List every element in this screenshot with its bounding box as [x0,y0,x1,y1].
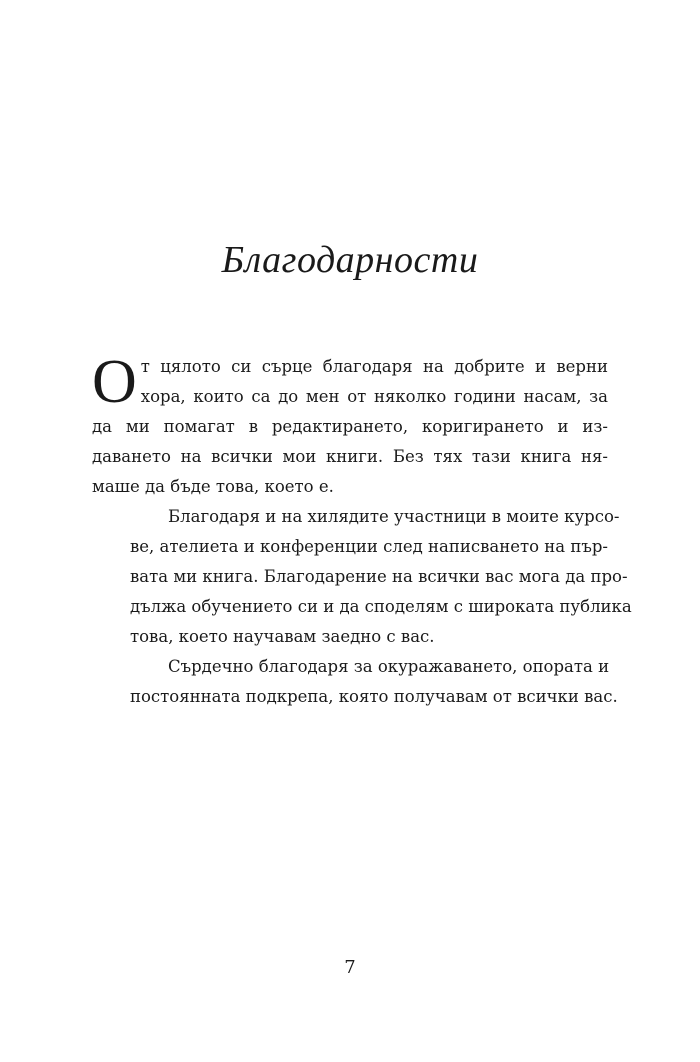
paragraph-3 [92,652,618,712]
text-line: ве, ателиета и конференции след написването на пър- [130,537,608,556]
page-title: Благодарности [221,239,479,281]
text-line: т цялото си сърце благодаря на добрите и верни [140,357,608,376]
page-number: 7 [344,957,356,978]
acknowledgements-text [92,348,632,712]
text-line: хора, които са до мен от няколко години насам, за [140,387,608,406]
text-line: постоянната подкрепа, която получавам от всички вас. [130,687,618,706]
text-line: дължа обучението си и да споделям с широката публика [130,597,632,616]
text-line: даването на всички мои книги. Без тях тази книга ня- [92,447,608,466]
text-line: вата ми книга. Благодарение на всички вас мога да про- [130,567,628,586]
text-line: това, което научавам заедно с вас. [130,627,435,646]
text-line: маше да бъде това, което е. [92,477,334,496]
text-line: Сърдечно благодаря за окуражаването, опората и [168,657,610,676]
paragraph-2 [92,502,632,652]
text-line: да ми помагат в редактирането, коригирането и из- [92,417,608,436]
drop-cap: О [92,348,137,416]
paragraph-1 [92,348,608,502]
text-line: Благодаря и на хилядите участници в моите курсо- [168,507,620,526]
